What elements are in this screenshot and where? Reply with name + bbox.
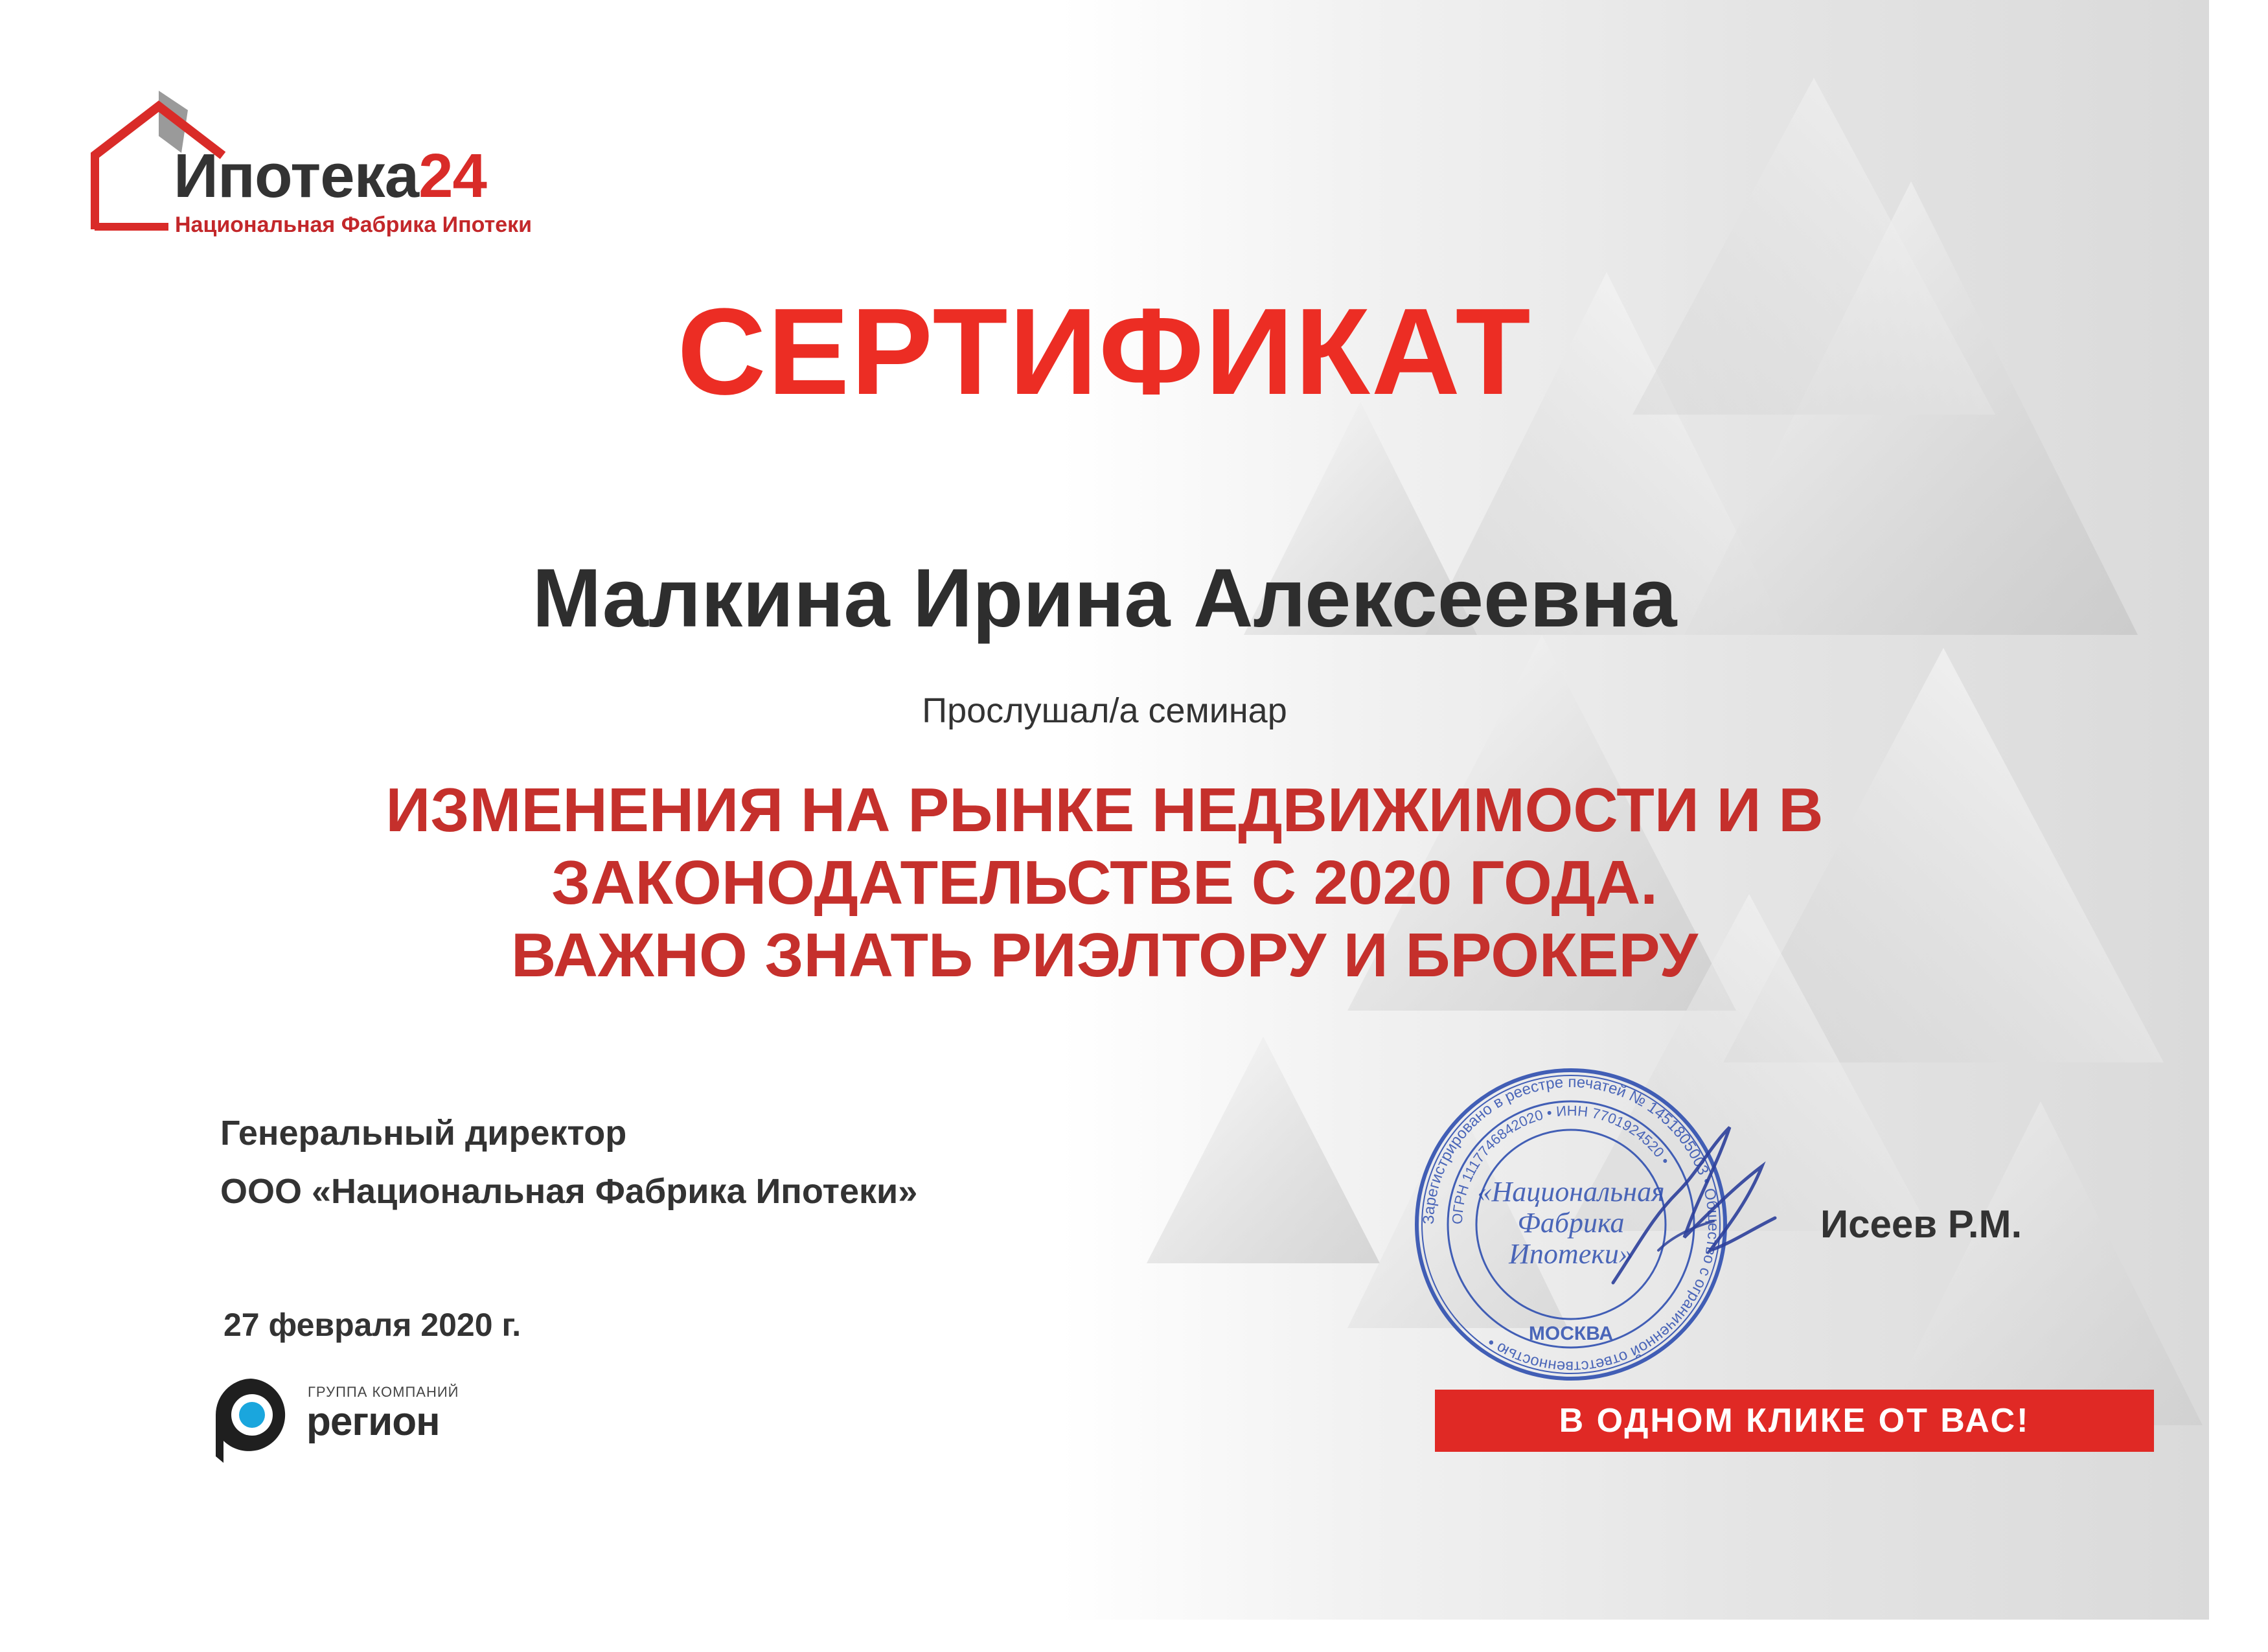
certificate-date: 27 февраля 2020 г. bbox=[223, 1307, 521, 1343]
logo-brand: Ипотека24 bbox=[174, 141, 487, 211]
region-group-name: регион bbox=[306, 1399, 440, 1444]
stamp-outer-ring-text: Зарегистрировано в реестре печатей № 1451805003 • Общество с ограниченной ответственностью • bbox=[1419, 1073, 1723, 1376]
stamp-center-line: Фабрика bbox=[1517, 1207, 1625, 1239]
slogan-banner bbox=[1435, 1390, 2154, 1452]
certificate-title: СЕРТИФИКАТ bbox=[677, 283, 1532, 420]
logo-brand-number: 24 bbox=[418, 141, 487, 211]
seminar-title-line: ВАЖНО ЗНАТЬ РИЭЛТОРУ И БРОКЕРУ bbox=[511, 921, 1698, 990]
attended-label: Прослушал/а семинар bbox=[922, 691, 1287, 730]
region-group-caption: ГРУППА КОМПАНИЙ bbox=[308, 1384, 459, 1400]
region-logo-icon bbox=[211, 1373, 295, 1464]
stamp-city: МОСКВА bbox=[1528, 1323, 1614, 1344]
seminar-title-line: ИЗМЕНЕНИЯ НА РЫНКЕ НЕДВИЖИМОСТИ И В bbox=[385, 775, 1824, 845]
logo-tagline: Национальная Фабрика Ипотеки bbox=[175, 212, 533, 237]
region-group-logo bbox=[211, 1373, 459, 1464]
stamp-center-line: Ипотеки» bbox=[1509, 1238, 1633, 1270]
director-position: Генеральный директор bbox=[220, 1114, 627, 1153]
seminar-title bbox=[0, 774, 2209, 992]
slogan-text: В ОДНОМ КЛИКЕ ОТ ВАС! bbox=[1559, 1402, 2030, 1440]
director-company: ООО «Национальная Фабрика Ипотеки» bbox=[220, 1172, 918, 1211]
handwritten-signature bbox=[1600, 1088, 1794, 1322]
recipient-name: Малкина Ирина Алексеевна bbox=[532, 552, 1677, 645]
seminar-title-line: ЗАКОНОДАТЕЛЬСТВЕ С 2020 ГОДА. bbox=[551, 848, 1658, 917]
stamp-center-line: «Национальная bbox=[1477, 1176, 1665, 1208]
stamp-inner-ring-text: ОГРН 1117746842020 • ИНН 7701924520 • bbox=[1449, 1102, 1673, 1225]
ipoteka24-logo bbox=[91, 91, 533, 240]
signatory-name: Исеев Р.М. bbox=[1820, 1202, 2022, 1246]
